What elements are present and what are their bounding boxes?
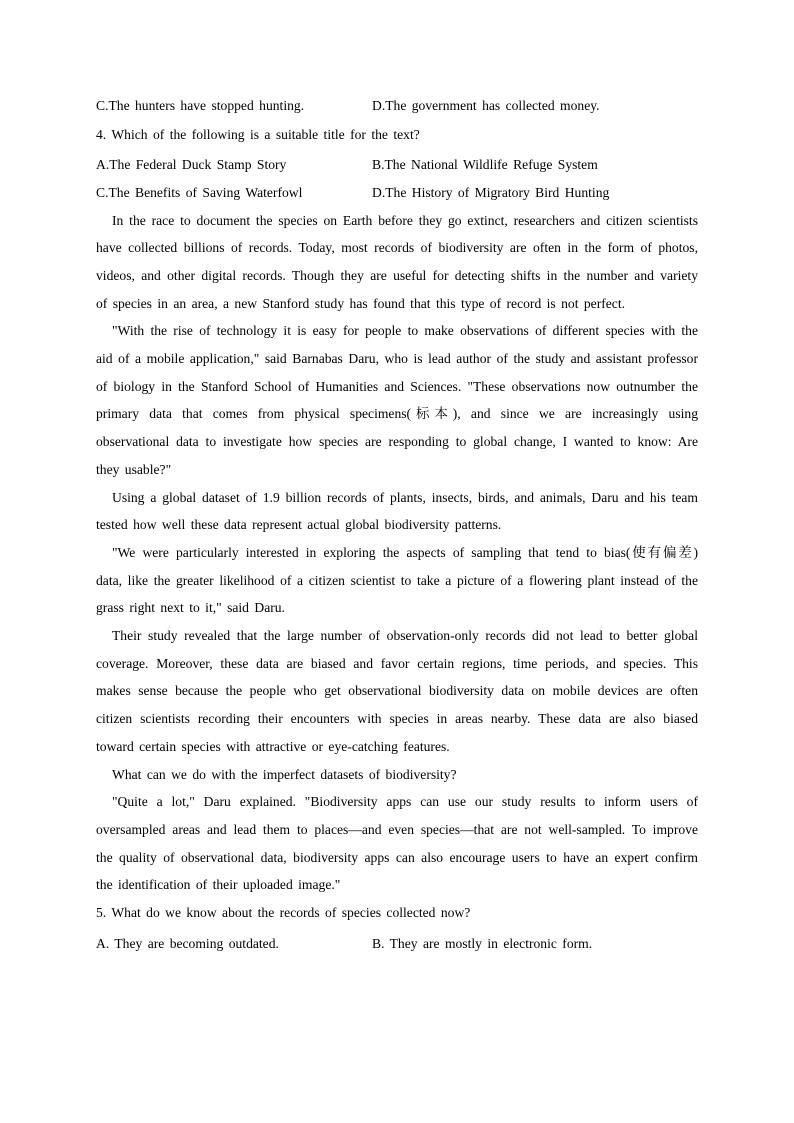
q5-options-ab xyxy=(96,930,698,958)
document-page xyxy=(96,92,698,958)
q5-stem: 5. What do we know about the records of species collected now? xyxy=(96,905,471,921)
passage-paragraph-5: Their study revealed that the large number of observation-only records did not lead to better global coverage. Moreover, these data are biased and favor certain regions, time periods, and species. This makes sense because the people who get observational biodiversity data on mobile devices are often citizen scientists recording their encounters with species in areas nearby. These data are also biased toward certain species with attractive or eye-catching features. xyxy=(96,628,698,754)
passage-paragraph-1: In the race to document the species on Earth before they go extinct, researchers and citizen scientists have collected billions of records. Today, most records of biodiversity are often in the form of photos, videos, and other digital records. Though they are useful for detecting shifts in the number and variety of species in an area, a new Stanford study has found that this type of record is not perfect. xyxy=(96,212,698,311)
passage-paragraph-3: Using a global dataset of 1.9 billion records of plants, insects, birds, and animals, Daru and his team tested how well these data represent actual global biodiversity patterns. xyxy=(96,489,698,533)
q3-option-d: D.The government has collected money. xyxy=(372,98,600,113)
q5-option-b: B. They are mostly in electronic form. xyxy=(372,935,593,951)
passage-paragraph-7: "Quite a lot," Daru explained. "Biodiversity apps can use our study results to inform users of oversampled areas and lead them to places—and even species—that are not well-sampled. To improve the quality of observational data, biodiversity apps can also encourage users to have an expert confirm the identification of their uploaded image." xyxy=(96,794,698,893)
q3-option-c: C.The hunters have stopped hunting. xyxy=(96,98,305,113)
q4-stem: 4. Which of the following is a suitable title for the text? xyxy=(96,127,420,142)
q4-option-b: B.The National Wildlife Refuge System xyxy=(372,156,598,172)
passage-paragraph-2: "With the rise of technology it is easy for people to make observations of different species with the aid of a mobile application," said Barnabas Daru, who is lead author of the study and assistant professor of biology in the Stanford School of Humanities and Sciences. "These observations now outnumber the primary data that comes from physical specimens(标本), and since we are increasingly using observational data to investigate how species are responding to global change, I wanted to know: Are they usable?" xyxy=(96,323,698,477)
passage-paragraph-6: What can we do with the imperfect datasets of biodiversity? xyxy=(112,766,457,782)
q4-options-cd xyxy=(96,179,698,207)
q4-option-d: D.The History of Migratory Bird Hunting xyxy=(372,184,610,200)
q3-options-cd xyxy=(96,92,698,120)
q4-option-c: C.The Benefits of Saving Waterfowl xyxy=(96,184,303,200)
q5-option-a: A. They are becoming outdated. xyxy=(96,935,279,951)
passage-paragraph-4: "We were particularly interested in exploring the aspects of sampling that tend to bias(使有偏差) data, like the greater likelihood of a citizen scientist to take a picture of a flowering plant instead of the grass right next to it," said Daru. xyxy=(96,544,698,616)
q4-options-ab xyxy=(96,151,698,179)
q4-option-a: A.The Federal Duck Stamp Story xyxy=(96,156,287,172)
